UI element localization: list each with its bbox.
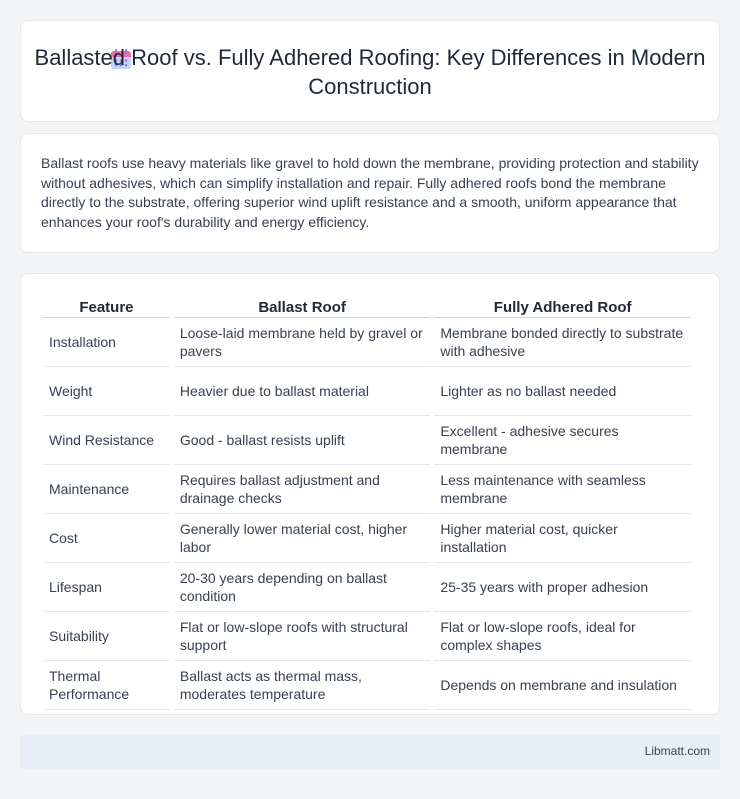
ballast-cell: Generally lower material cost, higher labor (174, 514, 430, 563)
comparison-table (39, 296, 695, 710)
feature-cell: Maintenance (43, 465, 170, 514)
adhered-cell: Lighter as no ballast needed (434, 367, 691, 416)
ballast-cell: Good - ballast resists uplift (174, 416, 430, 465)
intro-card (20, 133, 720, 253)
table-row (43, 612, 691, 661)
table-row (43, 563, 691, 612)
table-header-row (43, 296, 691, 318)
ballast-cell: Loose-laid membrane held by gravel or pavers (174, 318, 430, 367)
ballast-cell: Requires ballast adjustment and drainage checks (174, 465, 430, 514)
feature-cell: Cost (43, 514, 170, 563)
footer (20, 735, 720, 769)
table-row (43, 465, 691, 514)
ballast-cell: Ballast acts as thermal mass, moderates temperature (174, 661, 430, 710)
adhered-cell: Depends on membrane and insulation (434, 661, 691, 710)
feature-cell: Suitability (43, 612, 170, 661)
adhered-cell: Membrane bonded directly to substrate with adhesive (434, 318, 691, 367)
ballast-cell: Flat or low-slope roofs with structural support (174, 612, 430, 661)
title-card (20, 20, 720, 122)
footer-brand: Libmatt.com (644, 744, 710, 758)
table-row (43, 367, 691, 416)
adhered-cell: Flat or low-slope roofs, ideal for complex shapes (434, 612, 691, 661)
feature-cell: Weight (43, 367, 170, 416)
feature-cell: Wind Resistance (43, 416, 170, 465)
ballast-cell: 20-30 years depending on ballast condition (174, 563, 430, 612)
adhered-cell: Higher material cost, quicker installation (434, 514, 691, 563)
comparison-card (20, 273, 720, 715)
adhered-cell: Less maintenance with seamless membrane (434, 465, 691, 514)
adhered-cell: 25-35 years with proper adhesion (434, 563, 691, 612)
adhered-cell: Excellent - adhesive secures membrane (434, 416, 691, 465)
ballast-cell: Heavier due to ballast material (174, 367, 430, 416)
header-ballast-roof: Ballast Roof (174, 296, 430, 318)
header-fully-adhered-roof: Fully Adhered Roof (434, 296, 691, 318)
intro-text: Ballast roofs use heavy materials like gravel to hold down the membrane, providing protection and stability without adhesives, which can simplify installation and repair. Fully adhered roofs bond the membrane directly to the substrate, offering superior wind uplift resistance and a smooth, uniform appearance that enhances your roof's durability and energy efficiency. (41, 155, 699, 230)
feature-cell: Lifespan (43, 563, 170, 612)
page-title: Ballasted Roof vs. Fully Adhered Roofing: Key Differences in Modern Construction (34, 45, 706, 99)
table-row (43, 318, 691, 367)
table-row (43, 661, 691, 710)
feature-cell: Thermal Performance (43, 661, 170, 710)
table-row (43, 514, 691, 563)
feature-cell: Installation (43, 318, 170, 367)
table-row (43, 416, 691, 465)
header-feature: Feature (43, 296, 170, 318)
